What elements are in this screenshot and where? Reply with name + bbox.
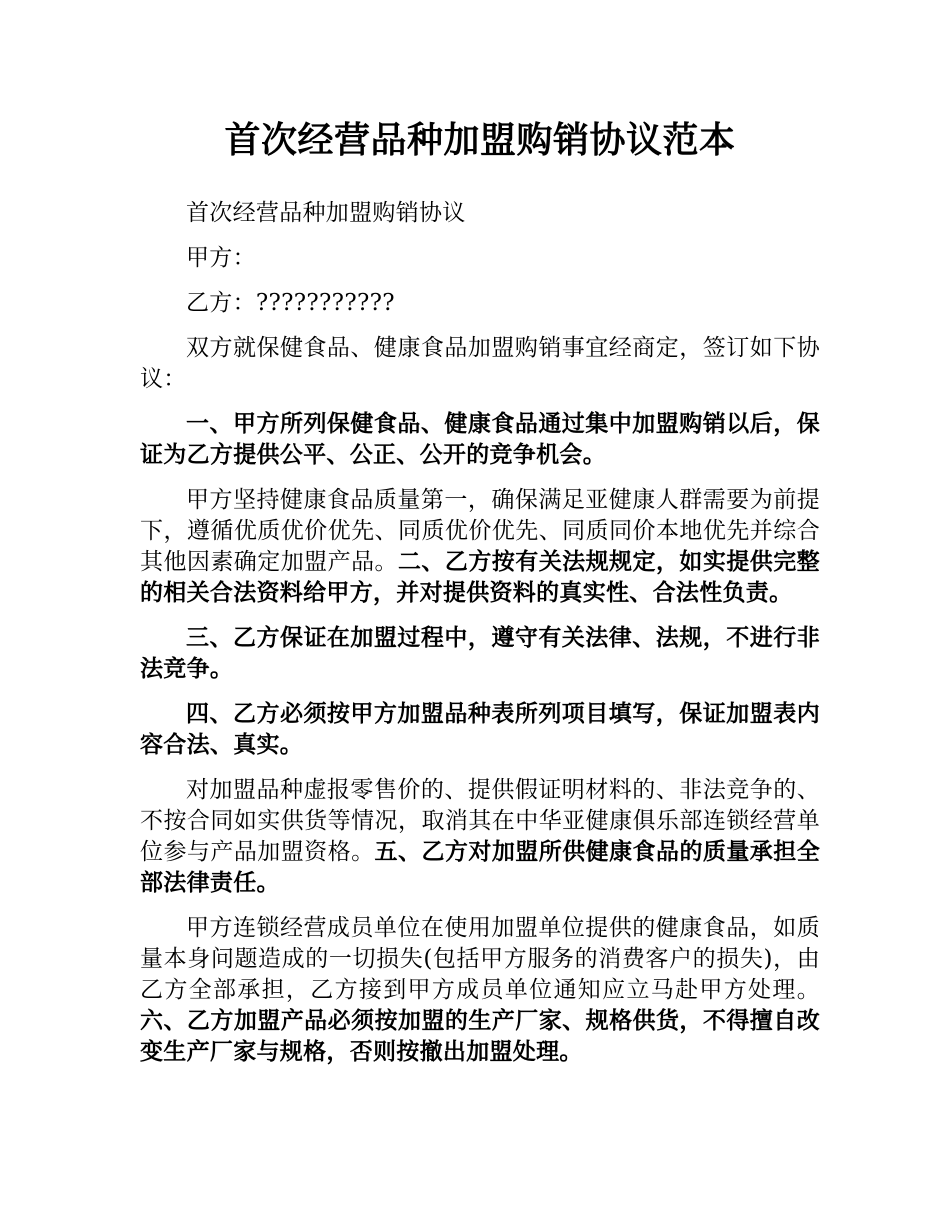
paragraph-agreement-name [140, 198, 820, 229]
paragraph-text: 双方就保健食品、健康食品加盟购销事宜经商定，签订如下协议： [140, 335, 820, 392]
clause-heading: 五、乙方对加盟所供健康食品的质量承担全部法律责任。 [140, 839, 821, 896]
paragraph-clause-2 [140, 485, 820, 609]
paragraph-clause-4 [140, 699, 820, 761]
paragraph-text: 甲方坚持健康食品质量第一，确保满足亚健康人群需要为前提下，遵循优质优价优先、同质优价优先、同质同价本地优先并综合其他因素确定加盟产品。 [140, 487, 820, 575]
paragraph-clause-1 [140, 409, 820, 471]
clause-heading: 二、乙方按有关法规规定，如实提供完整的相关合法资料给甲方，并对提供资料的真实性、合法性负责。 [140, 549, 820, 606]
clause-heading: 一、甲方所列保健食品、健康食品通过集中加盟购销以后，保证为乙方提供公平、公正、公开的竞争机会。 [140, 411, 820, 468]
paragraph-text: 首次经营品种加盟购销协议 [186, 200, 466, 226]
paragraph-party-b [140, 288, 820, 319]
paragraph-text: 甲方连锁经营成员单位在使用加盟单位提供的健康食品，如质量本身问题造成的一切损失(包括甲方服务的消费客户的损失)，由乙方全部承担，乙方接到甲方成员单位通知应立马赴甲方处理。 [140, 915, 820, 1003]
document-title: 首次经营品种加盟购销协议范本 [224, 120, 736, 161]
paragraph-party-a [140, 243, 820, 274]
clause-heading: 四、乙方必须按甲方加盟品种表所列项目填写，保证加盟表内容合法、真实。 [140, 701, 820, 758]
clause-heading: 三、乙方保证在加盟过程中，遵守有关法律、法规，不进行非法竞争。 [140, 625, 820, 682]
paragraph-clause-6 [140, 913, 820, 1068]
paragraph-clause-5 [140, 775, 820, 899]
clause-heading: 六、乙方加盟产品必须按加盟的生产厂家、规格供货，不得擅自改变生产厂家与规格，否则按撤出加盟处理。 [140, 1008, 820, 1065]
paragraph-text: 乙方：??????????? [186, 290, 395, 316]
paragraph-text: 甲方： [186, 245, 256, 271]
document-page [140, 110, 820, 1082]
paragraph-text: 对加盟品种虚报零售价的、提供假证明材料的、非法竞争的、不按合同如实供货等情况，取消其在中华亚健康俱乐部连锁经营单位参与产品加盟资格。 [140, 777, 820, 865]
paragraph-clause-3 [140, 623, 820, 685]
paragraph-preamble [140, 333, 820, 395]
